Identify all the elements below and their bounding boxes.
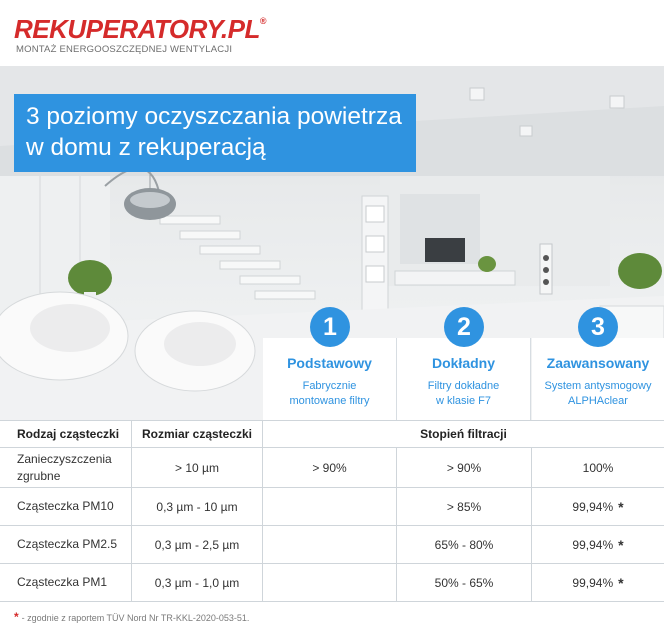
filtration-levels <box>263 308 664 420</box>
level-1-title: Podstawowy <box>287 355 372 371</box>
row-level-1 <box>263 564 397 601</box>
footnote-star: * <box>618 536 624 553</box>
level-1-card <box>263 313 397 420</box>
row-size: > 10 µm <box>132 448 263 487</box>
footnote-star-marker: * <box>14 610 19 624</box>
brand-tagline: MONTAŻ ENERGOOSZCZĘDNEJ WENTYLACJI <box>16 44 233 55</box>
header-particle-size: Rozmiar cząsteczki <box>132 421 263 447</box>
row-type: Cząsteczka PM1 <box>0 564 132 601</box>
hero-title-line-2: w domu z rekuperacją <box>26 134 266 161</box>
level-2-card <box>397 313 531 420</box>
header-particle-type: Rodzaj cząsteczki <box>0 421 132 447</box>
level-3-desc: System antysmogowy ALPHAclear <box>544 380 652 407</box>
table-row <box>0 488 664 526</box>
row-level-2: > 85% <box>397 488 532 525</box>
footnote <box>14 610 249 624</box>
row-level-1 <box>263 488 397 525</box>
header <box>0 0 664 66</box>
level-1-badge: 1 <box>310 307 350 347</box>
row-type: Cząsteczka PM10 <box>0 488 132 525</box>
row-level-3: 100% <box>582 460 614 475</box>
table-row <box>0 564 664 602</box>
row-level-3: 99,94% * <box>572 574 624 591</box>
row-level-1 <box>263 526 397 563</box>
level-2-title: Dokładny <box>431 355 495 371</box>
row-level-2: 65% - 80% <box>397 526 532 563</box>
level-1-desc: Fabrycznie montowane filtry <box>289 380 370 407</box>
level-3-title: Zaawansowany <box>546 355 650 371</box>
level-2-badge: 2 <box>444 307 484 347</box>
table-row <box>0 526 664 564</box>
level-3-badge: 3 <box>578 307 618 347</box>
footnote-text: - zgodnie z raportem TÜV Nord Nr TR-KKL-2020-053-51. <box>21 613 250 623</box>
row-level-2: > 90% <box>397 448 532 487</box>
table-row <box>0 448 664 488</box>
brand-logo[interactable]: REKUPERATORY.PL® <box>14 14 266 44</box>
row-size: 0,3 µm - 10 µm <box>132 488 263 525</box>
footnote-star: * <box>618 574 624 591</box>
row-level-2: 50% - 65% <box>397 564 532 601</box>
header-filtration: Stopień filtracji <box>420 427 507 441</box>
registered-mark: ® <box>259 16 266 26</box>
row-level-3: 99,94% * <box>572 498 624 515</box>
table-header-row <box>0 420 664 448</box>
footnote-star: * <box>618 498 624 515</box>
row-type: Zanieczyszczenia zgrubne <box>0 448 132 487</box>
row-size: 0,3 µm - 2,5 µm <box>132 526 263 563</box>
row-level-1: > 90% <box>263 448 397 487</box>
hero-title-line-1: 3 poziomy oczyszczania powietrza <box>26 103 402 130</box>
row-size: 0,3 µm - 1,0 µm <box>132 564 263 601</box>
hero-title-box <box>14 94 416 172</box>
row-type: Cząsteczka PM2.5 <box>0 526 132 563</box>
level-2-desc: Filtry dokładne w klasie F7 <box>427 380 500 407</box>
level-3-card <box>532 313 664 420</box>
row-level-3: 99,94% * <box>572 536 624 553</box>
